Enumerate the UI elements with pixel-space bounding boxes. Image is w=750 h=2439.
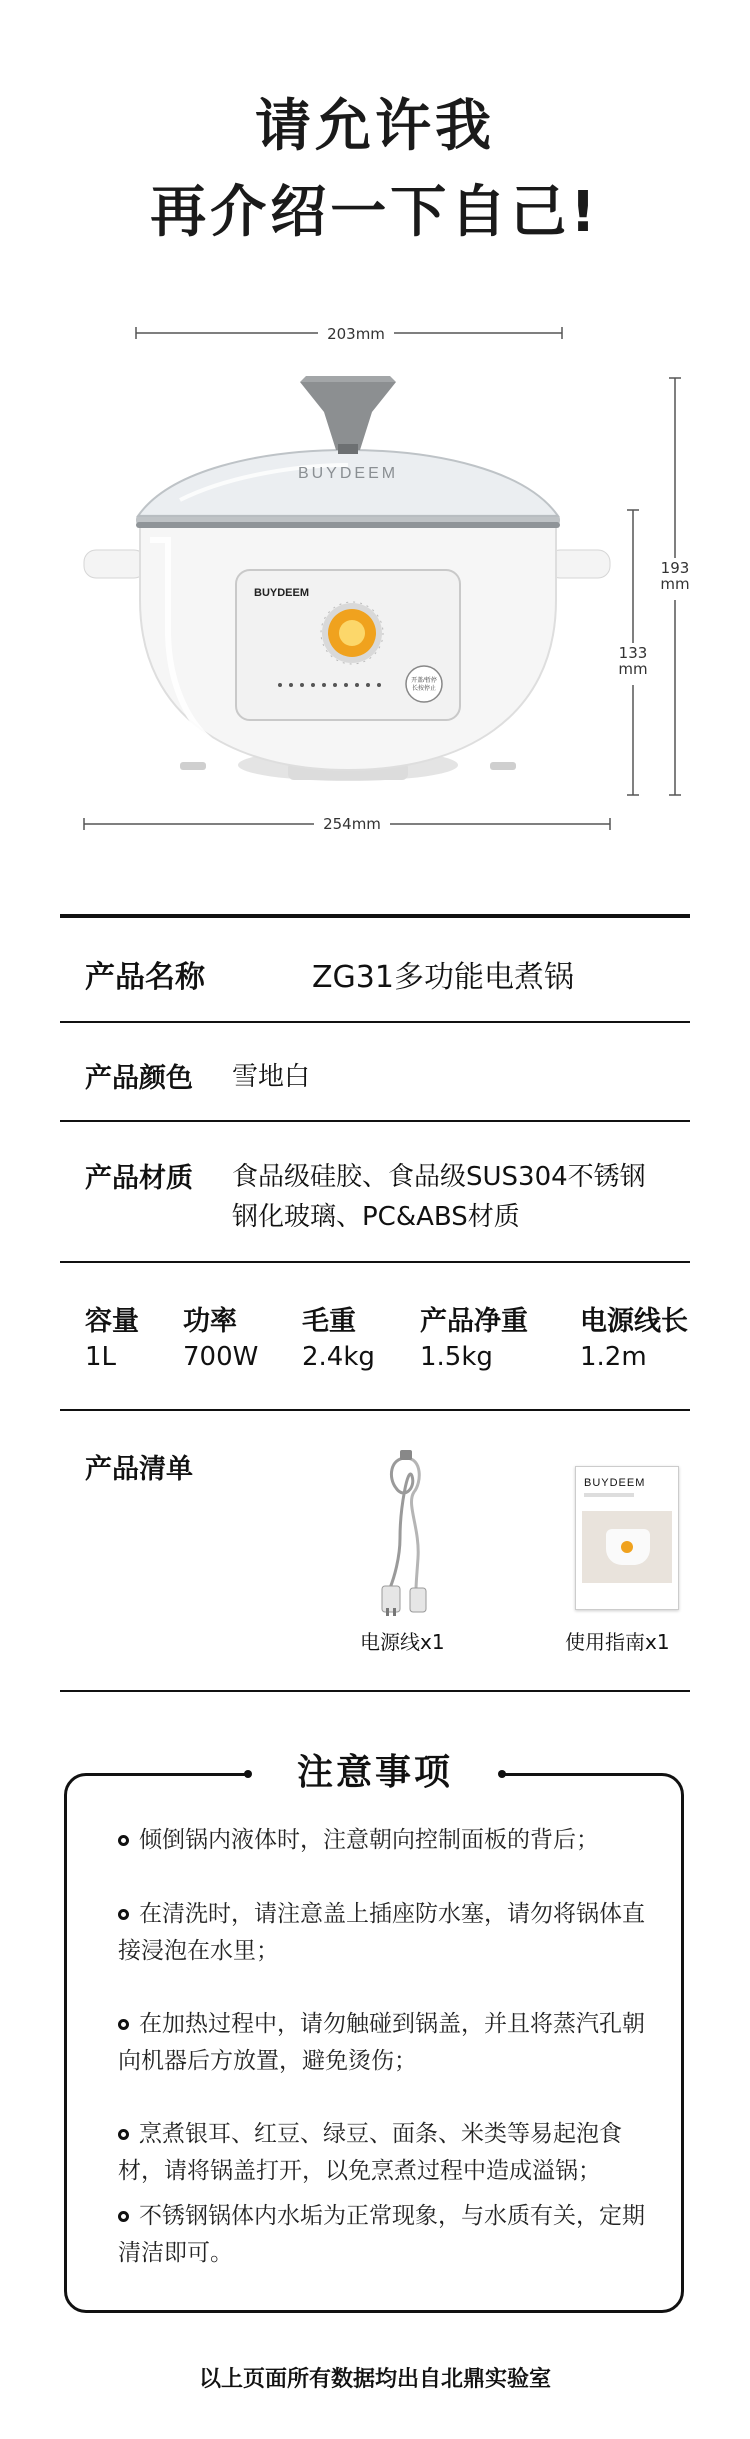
lid-brand: BUYDEEM [297,465,399,482]
notice-item: 烹煮银耳、红豆、绿豆、面条、米类等易起泡食材，请将锅盖打开，以免烹煮过程中造成溢锅； [118,2121,622,2184]
divider [60,1409,690,1411]
power-cord-image [360,1448,450,1618]
bullet-icon [118,2019,129,2030]
gross-weight-label: 毛重 [302,1306,356,1337]
capacity-value: 1L [85,1342,117,1372]
user-manual-image [575,1466,679,1610]
footer-note: 以上页面所有数据均出自北鼎实验室 [198,2367,551,2392]
bullet-icon [118,2211,129,2222]
divider [60,1021,690,1023]
bullet-icon [118,2129,129,2140]
power-label: 功率 [183,1306,237,1337]
power-cord-caption: 电源线x1 [360,1630,445,1654]
bullet-icon [118,1909,129,1920]
power-value: 700W [183,1342,259,1372]
net-weight-label: 产品净重 [420,1306,528,1337]
material-line-1: 食品级硅胶、食品级SUS304不锈钢 [232,1162,646,1192]
panel-badge: 开盖/暂停长按停止 [411,678,437,692]
manual-caption: 使用指南x1 [565,1630,670,1654]
title-line-1: 请允许我 [255,94,495,159]
cord-length-label: 电源线长 [580,1306,688,1337]
material-line-2: 钢化玻璃、PC&ABS材质 [232,1202,520,1232]
name-value: ZG31多功能电煮锅 [312,960,574,995]
dim-height-body-label: 133 mm [618,644,648,678]
bullet-icon [118,1835,129,1846]
notice-title-wrap [246,1748,504,1798]
package-list-label: 产品清单 [85,1454,193,1485]
manual-brand: BUYDEEM [584,1477,646,1489]
net-weight-value: 1.5kg [420,1342,493,1372]
title-dot-right [498,1770,506,1778]
notice-item: 在清洗时，请注意盖上插座防水塞，请勿将锅体直接浸泡在水里； [118,1901,645,1964]
control-panel [236,570,460,720]
notice-item: 不锈钢锅体内水垢为正常现象，与水质有关，定期清洁即可。 [118,2203,645,2266]
product-dimension-illustration [0,300,750,860]
dim-height-total-label: 193 mm [660,559,690,593]
notice-item: 在加热过程中，请勿触碰到锅盖，并且将蒸汽孔朝向机器后方放置，避免烫伤； [118,2011,645,2074]
color-label: 产品颜色 [85,1063,193,1094]
gross-weight-value: 2.4kg [302,1342,375,1372]
dim-width-top-label: 203mm [327,325,385,343]
notice-item: 倾倒锅内液体时，注意朝向控制面板的背后； [118,1822,658,1859]
notice-title: 注意事项 [296,1752,453,1793]
title-dot-left [244,1770,252,1778]
spec-bottom-rule [60,1690,690,1692]
capacity-label: 容量 [85,1306,139,1337]
cord-length-value: 1.2m [580,1342,647,1372]
cooker-lid [138,376,558,516]
divider [60,1261,690,1263]
divider [60,1120,690,1122]
name-label: 产品名称 [85,960,205,995]
material-label: 产品材质 [85,1163,193,1194]
dim-width-bottom-label: 254mm [323,815,381,833]
title-line-2: 再介绍一下自己! [150,180,600,245]
panel-brand: BUYDEEM [254,587,310,599]
color-value: 雪地白 [232,1062,311,1092]
spec-top-rule [60,914,690,918]
